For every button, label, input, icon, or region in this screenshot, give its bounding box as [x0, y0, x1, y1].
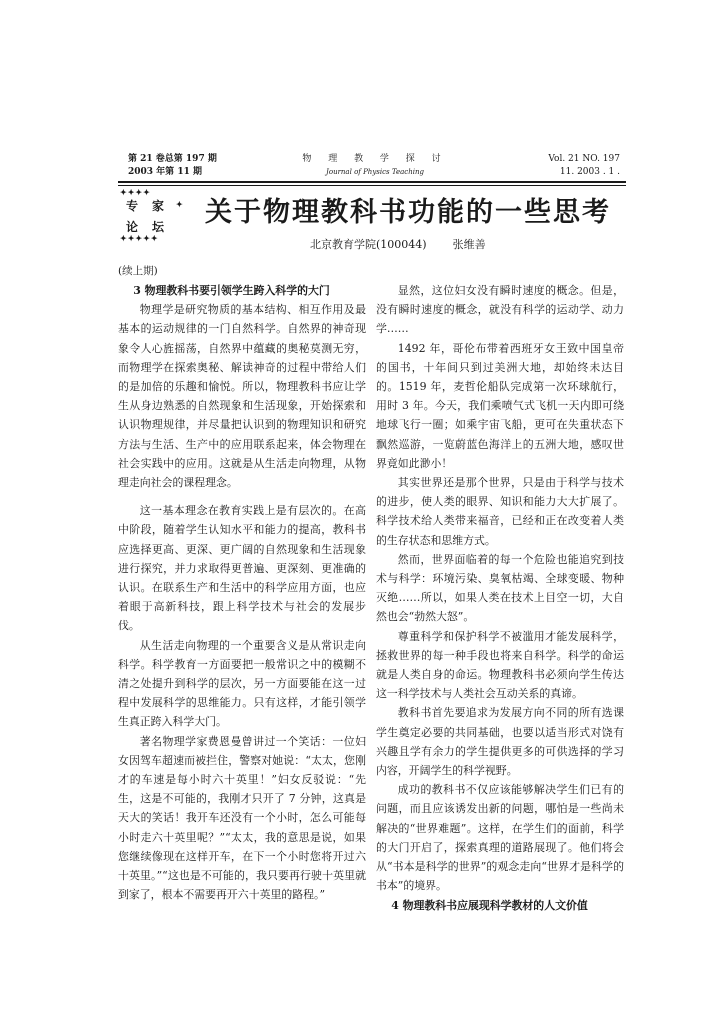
- journal-name-en: Journal of Physics Teaching: [326, 168, 424, 176]
- article-title: 关于物理教科书功能的一些思考: [205, 197, 611, 228]
- body-paragraph: 物理学是研究物质的基本结构、相互作用及最基本的运动规律的一门自然科学。自然界的神奇现象令人心旌摇荡，自然界中蕴藏的奥秘莫测无穷，而物理学在探索奥秘、解读神奇的过程中带给人们的是加倍的乐趣和愉悦。所以，物理教科书应让学生从身边熟悉的自然现象和生活现象，开始探索和认识物理规律，并尽量把认识到的物理知识和研究方法与生活、生产中的应用联系起来，体会物理在社会实践中的应用。这就是从生活走向物理，从物理走向社会的课程理念。: [118, 303, 366, 490]
- section-heading: 4 物理教科书应展现科学教材的人文价值: [391, 898, 588, 912]
- date-en: 11. 2003 . 1 .: [559, 167, 620, 177]
- running-header-right: [480, 153, 620, 179]
- header-rule: [118, 181, 626, 183]
- volume-issue-cn: 第 21 卷总第 197 期: [128, 154, 217, 164]
- column-label-badge: [118, 187, 190, 243]
- star-ornament-icon: ✦: [176, 199, 184, 209]
- author-name: 张维善: [452, 238, 486, 251]
- author-affiliation: 北京教育学院(100044): [310, 238, 427, 251]
- running-header-center: [300, 153, 450, 179]
- body-paragraph: 1492 年，哥伦布带着西班牙女王致中国皇帝的国书，十年间只到过美洲大地，却始终未达目的。1519 年，麦哲伦船队完成第一次环球航行，用时 3 年。今天，我们乘喷气式飞机一天内即可绕地球飞行一圈；如乘宇宙飞船，更可在失重状态下飘然巡游，一览蔚蓝色海洋上的五洲大地，感叹世界竟如此渺小！: [376, 341, 624, 470]
- body-paragraph: 著名物理学家费恩曼曾讲过一个笑话：一位妇女因驾车超速而被拦住，警察对她说：“太太，您刚才的车速是每小时六十英里！”妇女反驳说：“先生，这是不可能的，我刚才只开了 7 分钟，这真是天大的笑话！我开车还没有一个小时，怎么可能每小时走六十英里呢？”“太太，我的意思是说，如果您继续像现在这样开车，在下一个小时您将开过六十英里。”“这也是不可能的，我只要再行驶十英里就到家了，根本不需要再开六十英里的路程。”: [118, 734, 366, 902]
- byline: [310, 236, 486, 252]
- body-paragraph: 尊重科学和保护科学不被滥用才能发展科学，拯救世界的每一种手段也将来自科学。科学的命运就是人类自身的命运。物理教科书必须向学生传达这一科学技术与人类社会互动关系的真谛。: [376, 629, 624, 701]
- body-paragraph: 教科书首先要追求为发展方向不同的所有选课学生奠定必要的共同基础，也要以适当形式对饶有兴趣且学有余力的学生提供更多的可供选择的学习内容，开阔学生的科学视野。: [376, 706, 624, 778]
- column-label-char: 专: [126, 199, 139, 213]
- volume-issue-en: Vol. 21 NO. 197: [548, 154, 620, 164]
- star-ornament-icon: ✦✦✦✦✦: [120, 233, 159, 243]
- date-cn: 2003 年第 11 期: [128, 167, 202, 177]
- body-paragraph: 成功的教科书不仅应该能够解决学生们已有的问题，而且应该诱发出新的问题，哪怕是一些尚未解决的“世界难题”。这样，在学生们的面前，科学的大门开启了，探索真理的道路展现了。他们将会从“书本是科学的世界”的观念走向“世界才是科学的书本”的境界。: [376, 783, 624, 893]
- body-paragraph: 从生活走向物理的一个重要含义是从常识走向科学。科学教育一方面要把一般常识之中的模糊不清之处提升到科学的层次，另一方面要能在这一过程中发展科学的思维能力。只有这样，才能引领学生真正跨入科学大门。: [118, 638, 366, 729]
- body-paragraph: 然而，世界面临着的每一个危险也能追究到技术与科学：环境污染、臭氧枯竭、全球变暖、物种灭绝……所以，如果人类在技术上目空一切，大自然也会“勃然大怒”。: [376, 552, 624, 624]
- header-rule-thin: [118, 185, 626, 186]
- body-paragraph: 显然，这位妇女没有瞬时速度的概念。但是，没有瞬时速度的概念，就没有科学的运动学、动力学……: [376, 284, 624, 336]
- right-text-column: [376, 281, 624, 915]
- body-paragraph: 其实世界还是那个世界，只是由于科学与技术的进步，使人类的眼界、知识和能力大大扩展了。科学技术给人类带来福音，已经和正在改变着人类的生存状态和思维方式。: [376, 476, 624, 547]
- column-label-char: 家: [152, 199, 165, 213]
- body-paragraph: 这一基本理念在教育实践上是有层次的。在高中阶段，随着学生认知水平和能力的提高，教科书应选择更高、更深、更广阔的自然现象和生活现象进行探究，并力求取得更普遍、更深刻、更准确的认识。在联系生产和生活中的科学应用方面，也应着眼于高新科技，跟上科学技术与社会的发展步伐。: [118, 504, 366, 633]
- column-label-char: 坛: [152, 220, 165, 234]
- journal-name-cn: 物 理 教 学 探 讨: [302, 154, 448, 164]
- star-ornament-icon: ✦✦✦✦: [120, 187, 151, 197]
- column-label-char: 论: [126, 220, 139, 234]
- section-heading: 3 物理教科书要引领学生跨入科学的大门: [133, 284, 330, 297]
- continued-note: (续上期): [118, 265, 158, 277]
- left-text-column: [118, 281, 366, 905]
- running-header-left: [128, 153, 298, 179]
